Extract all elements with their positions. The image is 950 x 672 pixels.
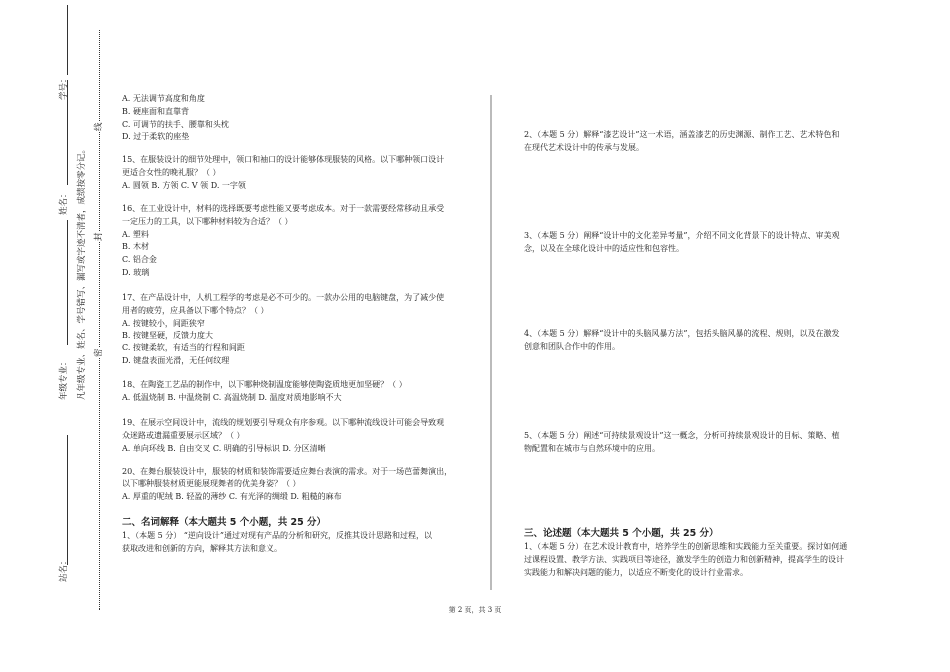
section-2-title: 二、名词解释（本大题共 5 个小题，共 25 分） bbox=[122, 517, 327, 528]
station-field[interactable] bbox=[67, 435, 68, 565]
section-3-title: 三、论述题（本大题共 5 个小题，共 25 分） bbox=[524, 528, 719, 539]
term-question-1: 1、（本题 5 分） “逆向设计”通过对现有产品的分析和研究，反推其设计思路和过程，以 bbox=[122, 531, 432, 540]
option-line: C. 可调节的扶手、腰靠和头枕 bbox=[122, 120, 229, 129]
major-field[interactable] bbox=[67, 220, 68, 345]
option-line: A. 圆领 B. 方领 C. V 领 D. 一字领 bbox=[122, 181, 246, 190]
term-question-3-cont: 念，以及在全球化设计中的适应性和包容性。 bbox=[524, 244, 684, 253]
option-line: A. 厚重的呢绒 B. 轻盈的薄纱 C. 有光泽的绸缎 D. 粗糙的麻布 bbox=[122, 492, 342, 501]
option-line: A. 塑料 bbox=[122, 230, 149, 239]
column-divider bbox=[490, 95, 492, 590]
option-line: A. 单向环线 B. 自由交叉 C. 明确的引导标识 D. 分区清晰 bbox=[122, 444, 326, 453]
essay-question-1-cont: 过课程设置、教学方法、实践项目等途径，激发学生的创造力和创新精神，提高学生的设计 bbox=[524, 555, 844, 564]
question-19: 19、在展示空间设计中，流线的规划要引导观众有序参观。以下哪种流线设计可能会导致观 bbox=[122, 418, 445, 427]
seal-line bbox=[99, 30, 100, 610]
question-line: 一定压力的工具，以下哪种材料较为合适？（ ） bbox=[122, 217, 293, 226]
page-number: 第 2 页，共 3 页 bbox=[448, 606, 502, 614]
option-line: B. 按键坚硬，反馈力度大 bbox=[122, 331, 213, 340]
essay-question-1: 1、（本题 5 分）在艺术设计教育中，培养学生的创新思维和实践能力至关重要。探讨如何通 bbox=[524, 542, 848, 551]
question-line: 更适合女性的晚礼服？（ ） bbox=[122, 168, 221, 177]
student-id-field[interactable] bbox=[67, 5, 68, 75]
name-label: 姓名： bbox=[59, 189, 69, 215]
major-label: 年级专业： bbox=[59, 357, 69, 400]
question-20: 20、在舞台服装设计中，服装的材质和装饰需要适应舞台表演的需求。对于一场芭蕾舞演出， bbox=[122, 467, 453, 476]
seal-mark-mi: 密 bbox=[94, 348, 104, 357]
option-line: A. 无法调节高度和角度 bbox=[122, 94, 205, 103]
seal-mark-xian: 线 bbox=[94, 122, 104, 131]
term-question-5-cont: 物配置和在城市与自然环境中的应用。 bbox=[524, 444, 660, 453]
question-18: 18、在陶瓷工艺品的制作中，以下哪种烧制温度能够使陶瓷质地更加坚硬？（ ） bbox=[122, 380, 407, 389]
term-question-2: 2、（本题 5 分）解释“漆艺设计”这一术语，涵盖漆艺的历史渊源、制作工艺、艺术特色和 bbox=[524, 130, 840, 139]
option-line: C. 铝合金 bbox=[122, 255, 157, 264]
question-line: 用者的疲劳，应具备以下哪个特点？（ ） bbox=[122, 306, 269, 315]
term-question-5: 5、（本题 5 分）阐述“可持续景观设计”这一概念，分析可持续景观设计的目标、策略、植 bbox=[524, 431, 840, 440]
seal-mark-feng: 封 bbox=[94, 232, 104, 241]
essay-question-1-cont: 实践能力和解决问题的能力，以适应不断变化的设计行业需求。 bbox=[524, 568, 748, 577]
question-16: 16、在工业设计中，材料的选择既要考虑性能又要考虑成本。对于一款需要经常移动且承受 bbox=[122, 204, 445, 213]
question-line: 以下哪种服装材质更能展现舞者的优美身姿？（ ） bbox=[122, 479, 301, 488]
station-label: 站名： bbox=[59, 556, 69, 582]
term-question-4: 4、（本题 5 分）解释“设计中的头脑风暴方法”，包括头脑风暴的流程、规则，以及在激发 bbox=[524, 329, 840, 338]
term-question-4-cont: 创意和团队合作中的作用。 bbox=[524, 342, 620, 351]
question-15: 15、在服装设计的细节处理中，领口和袖口的设计能够体现服装的风格。以下哪种领口设计 bbox=[122, 155, 445, 164]
question-17: 17、在产品设计中，人机工程学的考虑是必不可少的。一款办公用的电脑键盘，为了减少使 bbox=[122, 293, 445, 302]
option-line: B. 木材 bbox=[122, 242, 149, 251]
binding-margin bbox=[55, 0, 115, 610]
student-id-label: 学号： bbox=[59, 74, 69, 100]
option-line: D. 键盘表面光滑，无任何纹理 bbox=[122, 356, 230, 365]
option-line: A. 低温烧制 B. 中温烧制 C. 高温烧制 D. 温度对质地影响不大 bbox=[122, 393, 342, 402]
term-question-1-cont: 获取改进和创新的方向，解释其方法和意义。 bbox=[122, 544, 282, 553]
option-line: C. 按键柔软，有适当的行程和间距 bbox=[122, 343, 245, 352]
option-line: B. 硬座面和直靠背 bbox=[122, 107, 189, 116]
option-line: D. 玻璃 bbox=[122, 268, 150, 277]
term-question-3: 3、（本题 5 分）阐释“设计中的文化差异考量”，介绍不同文化背景下的设计特点、审美观 bbox=[524, 231, 840, 240]
term-question-2-cont: 在现代艺术设计中的传承与发展。 bbox=[524, 143, 644, 152]
option-line: A. 按键较小，间距狭窄 bbox=[122, 319, 205, 328]
binding-notice: 凡年级专业、姓名、学号错写、漏写或字迹不清者，成绩按零分记。 bbox=[77, 144, 87, 400]
question-line: 众迷路或遗漏重要展示区域？（ ） bbox=[122, 431, 245, 440]
option-line: D. 过于柔软的座垫 bbox=[122, 132, 190, 141]
